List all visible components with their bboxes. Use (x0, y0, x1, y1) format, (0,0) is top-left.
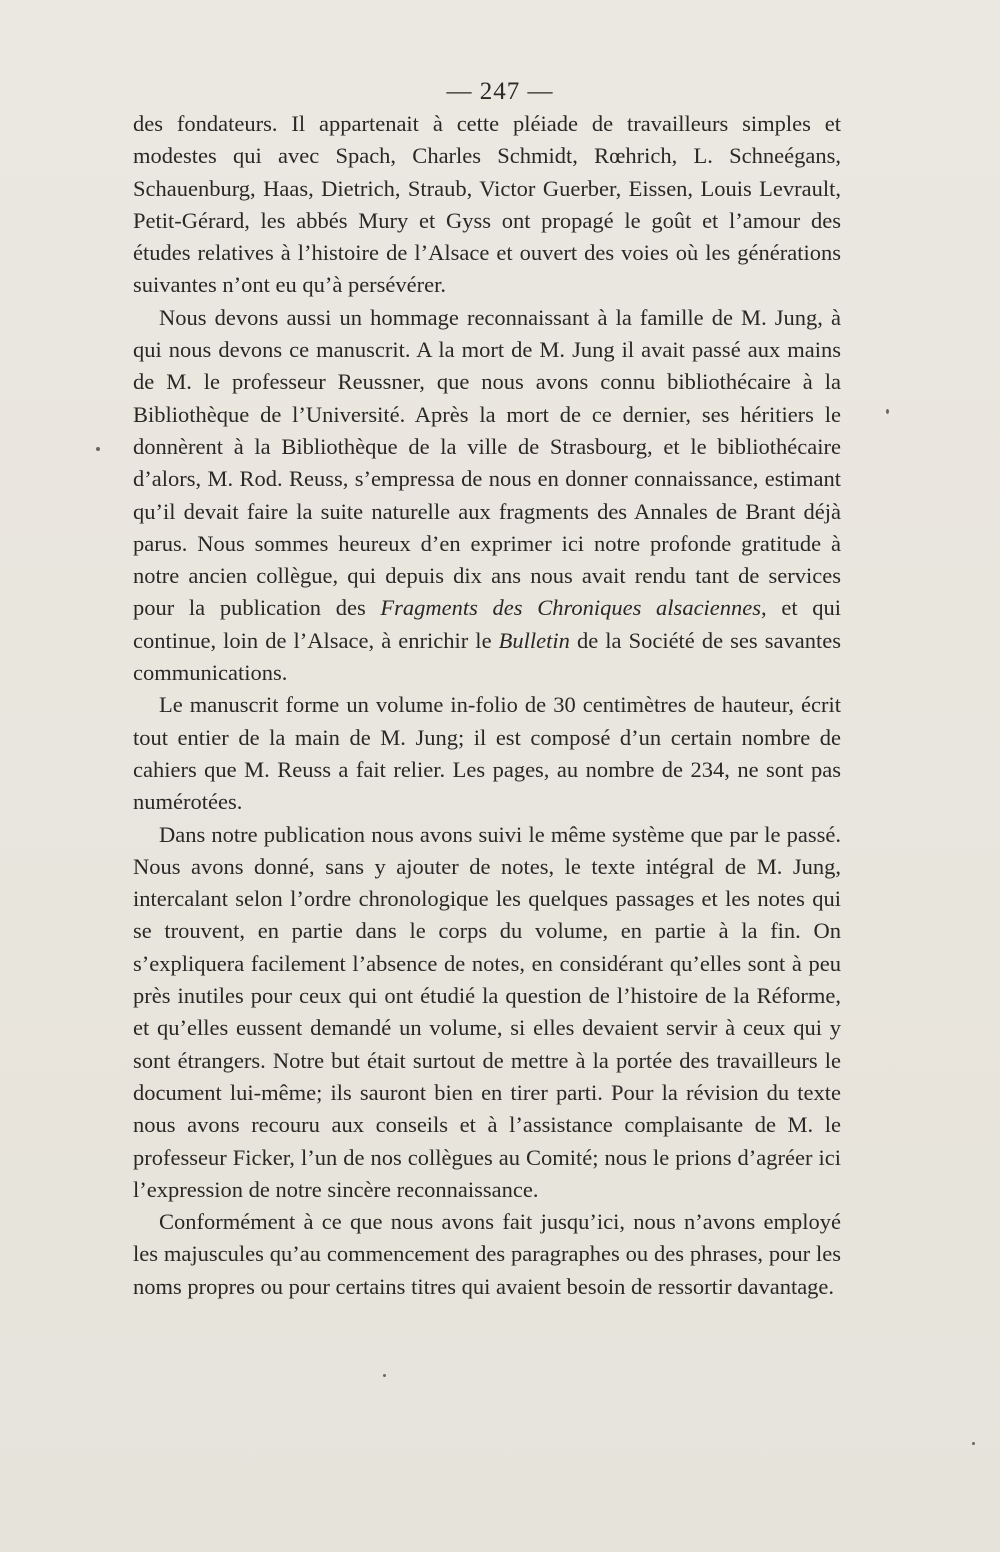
text-segment: Nous devons aussi un hommage reconnaissant à la famille de M. Jung, à qui nous devons ce manuscrit. A la mort de M. Jung il avait passé aux mains de M. le professeur Reussner, que nous avons connu bibliothécaire à la Bibliothèque de l’Université. Après la mort de ce dernier, ses héritiers le donnèrent à la Bibliothèque de la ville de Strasbourg, et le bibliothécaire d’alors, M. Rod. Reuss, s’empressa de nous en donner connaissance, estimant qu’il devait faire la suite naturelle aux fragments des Annales de Brant déjà parus. Nous sommes heureux d’en exprimer ici notre profonde gratitude à notre ancien collègue, qui depuis dix ans nous avait rendu tant de services pour la publication des (133, 304, 841, 621)
text-segment: Conformément à ce que nous avons fait jusqu’ici, nous n’avons employé les majuscules qu’au commencement des paragraphes ou des phrases, pour les noms propres ou pour certains titres qui avaient besoin de ressortir davantage. (133, 1209, 841, 1299)
text-segment: de la Société de ses savantes communications. (133, 627, 841, 686)
paragraph-1 (133, 108, 841, 302)
body-text (133, 108, 841, 1303)
text-segment: des fondateurs. Il appartenait à cette pléiade de travailleurs simples et modestes qui avec Spach, Charles Schmidt, Rœhrich, L. Schneégans, Schauenburg, Haas, Dietrich, Straub, Victor Guerber, Eissen, Louis Levrault, Petit-Gérard, les abbés Mury et Gyss ont propagé le goût et l’amour des études relatives à l’histoire de l’Alsace et ouvert des voies où les générations suivantes n’ont eu qu’à persévérer. (133, 111, 841, 298)
italic-title-fragments: Fragments des Chroniques alsaciennes (380, 595, 762, 621)
text-segment: Dans notre publication nous avons suivi le même système que par le passé. Nous avons donné, sans y ajouter de notes, le texte intégral de M. Jung, intercalant selon l’ordre chronologique les quelques passages et les notes qui se trouvent, en partie dans le corps du volume, en partie à la fin. On s’expliquera facilement l’absence de notes, en considérant qu’elles sont à peu près inutiles pour ceux qui ont étudié la question de l’histoire de la Réforme, et qu’elles eussent demandé un volume, si elles devaient servir à ceux qui y sont étrangers. Notre but était surtout de mettre à la portée des travailleurs le document lui-même; ils sauront bien en tirer parti. Pour la révision du texte nous avons recouru aux conseils et à l’assistance complaisante de M. le professeur Ficker, l’un de nos collègues au Comité; nous le prions d’agréer ici l’expression de notre sincère reconnaissance. (133, 821, 841, 1202)
paper-speck (972, 1442, 975, 1445)
text-segment: , et qui continue, loin de l’Alsace, à enrichir le (133, 595, 842, 653)
paper-speck (886, 409, 889, 414)
page-number: — 247 — (446, 78, 554, 105)
paper-speck (383, 1374, 386, 1377)
italic-title-bulletin: Bulletin (498, 627, 570, 653)
paragraph-2 (133, 302, 841, 690)
paragraph-4 (133, 819, 841, 1207)
paragraph-3 (133, 689, 841, 818)
text-segment: Le manuscrit forme un volume in-folio de 30 centimètres de hauteur, écrit tout entier de la main de M. Jung; il est composé d’un certain nombre de cahiers que M. Reuss a fait relier. Les pages, au nombre de 234, ne sont pas numérotées. (133, 692, 841, 815)
paper-speck (96, 447, 100, 451)
paragraph-5 (133, 1206, 841, 1303)
